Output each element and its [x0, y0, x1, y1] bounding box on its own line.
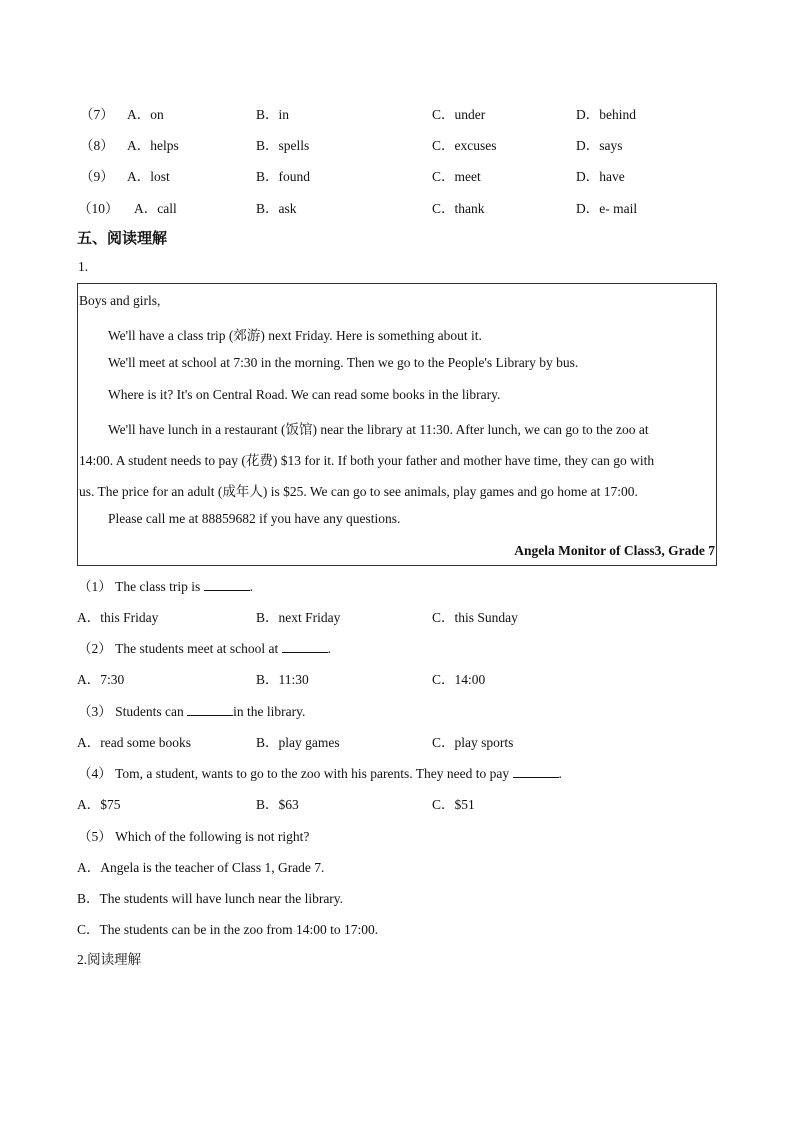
option-b: B．play games — [256, 735, 340, 750]
option-a: A．helps — [127, 138, 179, 153]
option-d: D．says — [576, 138, 623, 153]
passage-line: 14:00. A student needs to pay (花费) $13 for it. If both your father and mother have time, they can go with — [79, 453, 655, 468]
option-c: C．thank — [432, 201, 485, 216]
option-b: B．found — [256, 169, 310, 184]
answer-blank — [282, 640, 328, 653]
option-b: B．in — [256, 107, 290, 122]
option-c: C．this Sunday — [432, 610, 518, 625]
passage-line: We'll have a class trip (郊游) next Friday. Here is something about it. — [108, 328, 482, 343]
answer-blank — [187, 703, 233, 716]
option-a: A．7:30 — [77, 672, 125, 687]
option-a: A．$75 — [77, 797, 121, 812]
question-5-option-b: B．The students will have lunch near the library. — [77, 891, 344, 906]
option-d: D．behind — [576, 107, 636, 122]
stem-text: （4） Tom, a student, wants to go to the zoo with his parents. They need to pay — [78, 766, 513, 781]
question-stem-1 — [78, 575, 253, 595]
passage-signature: Angela Monitor of Class3, Grade 7 — [514, 543, 715, 558]
question-5-option-c: C．The students can be in the zoo from 14:00 to 17:00. — [77, 922, 379, 937]
question-1-label: 1. — [78, 259, 89, 274]
stem-text-end: . — [558, 766, 562, 781]
question-number: （8） — [80, 138, 114, 153]
stem-text-end: in the library. — [233, 704, 306, 719]
question-4-options — [0, 793, 794, 813]
option-b: B．$63 — [256, 797, 299, 812]
option-c: C．under — [432, 107, 486, 122]
option-a: A．read some books — [77, 735, 191, 750]
stem-text: （5） Which of the following is not right? — [78, 829, 310, 844]
stem-text: （1） The class trip is — [78, 579, 204, 594]
passage-line: We'll have lunch in a restaurant (饭馆) near the library at 11:30. After lunch, we can go to the zoo at — [108, 422, 649, 437]
option-b: B．11:30 — [256, 672, 309, 687]
option-b: B．ask — [256, 201, 297, 216]
option-d: D．e- mail — [576, 201, 638, 216]
option-a: A．this Friday — [77, 610, 159, 625]
question-number: （7） — [80, 107, 114, 122]
stem-text-end: . — [249, 579, 253, 594]
passage-box — [77, 283, 717, 566]
cloze-option-row-10 — [0, 197, 794, 217]
section-title: 五、阅读理解 — [77, 229, 168, 247]
question-3-options — [0, 731, 794, 751]
question-stem-3 — [78, 700, 305, 720]
option-b: B．spells — [256, 138, 310, 153]
cloze-option-row-7 — [0, 103, 794, 123]
option-a: A．on — [127, 107, 164, 122]
question-stem-5 — [78, 825, 309, 845]
question-stem-2 — [78, 637, 331, 657]
question-number: （9） — [80, 169, 114, 184]
option-c: C．play sports — [432, 735, 514, 750]
cloze-option-row-9 — [0, 165, 794, 185]
option-a: A．lost — [127, 169, 170, 184]
question-1-options — [0, 606, 794, 626]
stem-text-end: . — [327, 641, 331, 656]
option-b: B．next Friday — [256, 610, 341, 625]
option-c: C．14:00 — [432, 672, 486, 687]
question-stem-4 — [78, 762, 562, 782]
question-number: （10） — [78, 201, 119, 216]
answer-blank — [204, 578, 250, 591]
question-5-option-a: A．Angela is the teacher of Class 1, Grade 7. — [77, 860, 325, 875]
passage-line: We'll meet at school at 7:30 in the morning. Then we go to the People's Library by bus. — [108, 355, 579, 370]
question-2-options — [0, 668, 794, 688]
passage-line: Please call me at 88859682 if you have any questions. — [108, 511, 401, 526]
passage-greeting: Boys and girls, — [79, 293, 161, 308]
cloze-option-row-8 — [0, 134, 794, 154]
option-a: A．call — [134, 201, 177, 216]
option-c: C．$51 — [432, 797, 475, 812]
passage-line: us. The price for an adult (成年人) is $25. We can go to see animals, play games and go home at 17:00. — [79, 484, 638, 499]
option-c: C．meet — [432, 169, 481, 184]
option-d: D．have — [576, 169, 625, 184]
question-2-label: 2.阅读理解 — [77, 952, 142, 967]
passage-line: Where is it? It's on Central Road. We can read some books in the library. — [108, 387, 501, 402]
answer-blank — [513, 765, 559, 778]
stem-text: （2） The students meet at school at — [78, 641, 282, 656]
stem-text: （3） Students can — [78, 704, 188, 719]
option-c: C．excuses — [432, 138, 497, 153]
